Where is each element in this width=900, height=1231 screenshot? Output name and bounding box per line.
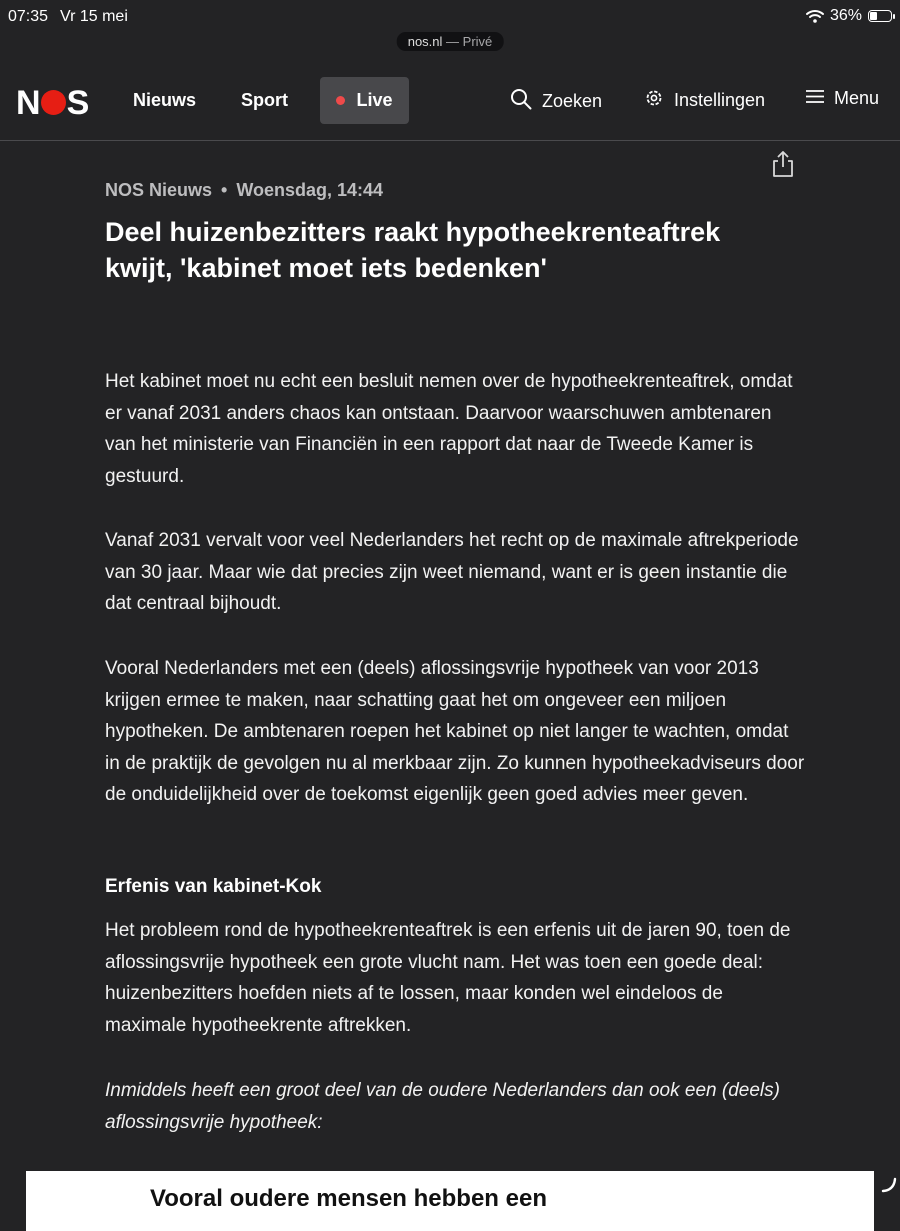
status-bar xyxy=(0,0,900,34)
resize-handle-icon[interactable] xyxy=(876,1172,900,1200)
meta-separator: • xyxy=(221,180,228,200)
main-navigation xyxy=(0,64,900,141)
wifi-icon xyxy=(806,9,824,23)
share-icon[interactable] xyxy=(770,150,796,183)
article-headline: Deel huizenbezitters raakt hypotheekrenteaftrek kwijt, 'kabinet moet iets bedenken' xyxy=(105,217,721,283)
url-separator: — xyxy=(442,34,463,49)
chart-embed xyxy=(26,1171,874,1231)
live-label: Live xyxy=(356,90,393,110)
article-paragraph-4: Het probleem rond de hypotheekrenteaftrek is een erfenis uit de jaren 90, toen de aflossingsvrije hypotheek een grote vlucht nam. Het was toen een goede deal: huizenbezitters hoefden niets af te lossen, maar konden wel eindeloos de maximale hypotheekrente aftrekken. xyxy=(105,920,791,1036)
article-source[interactable]: NOS Nieuws xyxy=(105,180,213,200)
nav-item-nieuws[interactable]: Nieuws xyxy=(133,90,197,110)
article-paragraph-2: Vanaf 2031 vervalt voor veel Nederlanders het recht op de maximale aftrekperiode van 30 jaar. Maar wie dat precies zijn weet niemand, want er is geen instantie die dat centraal bijhoudt. xyxy=(105,530,799,614)
live-button[interactable] xyxy=(320,77,409,124)
search-button[interactable] xyxy=(510,88,602,115)
nav-item-sport[interactable]: Sport xyxy=(241,90,288,110)
menu-label: Menu xyxy=(834,88,880,108)
battery-icon xyxy=(868,10,892,22)
article-paragraph-3: Vooral Nederlanders met een (deels) aflossingsvrije hypotheek van voor 2013 krijgen ermee te maken, naar schatting gaat het om ongeveer een miljoen hypotheken. De ambtenaren roepen het kabinet op niet langer te wachten, omdat in de praktijk de gevolgen nu al merkbaar zijn. Zo kunnen hypotheekadviseurs door de onduidelijkheid over de toekomst eigenlijk geen goed advies meer geven. xyxy=(105,658,805,805)
url-domain: nos.nl xyxy=(407,34,443,49)
settings-label: Instellingen xyxy=(674,90,766,110)
article-paragraph-intro-chart: Inmiddels heeft een groot deel van de oudere Nederlanders dan ook een (deels) aflossingsvrije hypotheek: xyxy=(105,1080,780,1133)
article-meta xyxy=(105,180,383,201)
url-bar[interactable] xyxy=(397,32,504,51)
article-subheading: Erfenis van kabinet-Kok xyxy=(105,876,322,897)
status-date: Vr 15 mei xyxy=(60,8,128,25)
search-icon xyxy=(510,88,532,115)
logo-letter-s: S xyxy=(66,84,89,122)
logo-letter-n: N xyxy=(16,84,40,122)
search-label: Zoeken xyxy=(542,91,603,111)
battery-percentage: 36% xyxy=(829,7,862,24)
gear-icon xyxy=(644,88,664,113)
status-indicators xyxy=(806,7,892,25)
article-timestamp: Woensdag, 14:44 xyxy=(236,180,384,200)
live-indicator-dot xyxy=(336,96,345,105)
status-time: 07:35 xyxy=(8,8,49,25)
hamburger-menu-icon xyxy=(806,88,824,109)
private-mode-label: Privé xyxy=(462,34,493,49)
article-paragraph-1: Het kabinet moet nu echt een besluit nemen over de hypotheekrenteaftrek, omdat er vanaf 2031 anders chaos kan ontstaan. Daarvoor waarschuwen ambtenaren van het ministerie van Financiën in een rapport dat naar de Tweede Kamer is gestuurd. xyxy=(105,371,793,487)
logo-red-dot xyxy=(41,90,66,115)
settings-button[interactable] xyxy=(644,88,765,113)
embed-title: Vooral oudere mensen hebben een xyxy=(150,1185,547,1212)
menu-button[interactable] xyxy=(806,88,879,109)
nos-logo[interactable] xyxy=(16,84,88,123)
